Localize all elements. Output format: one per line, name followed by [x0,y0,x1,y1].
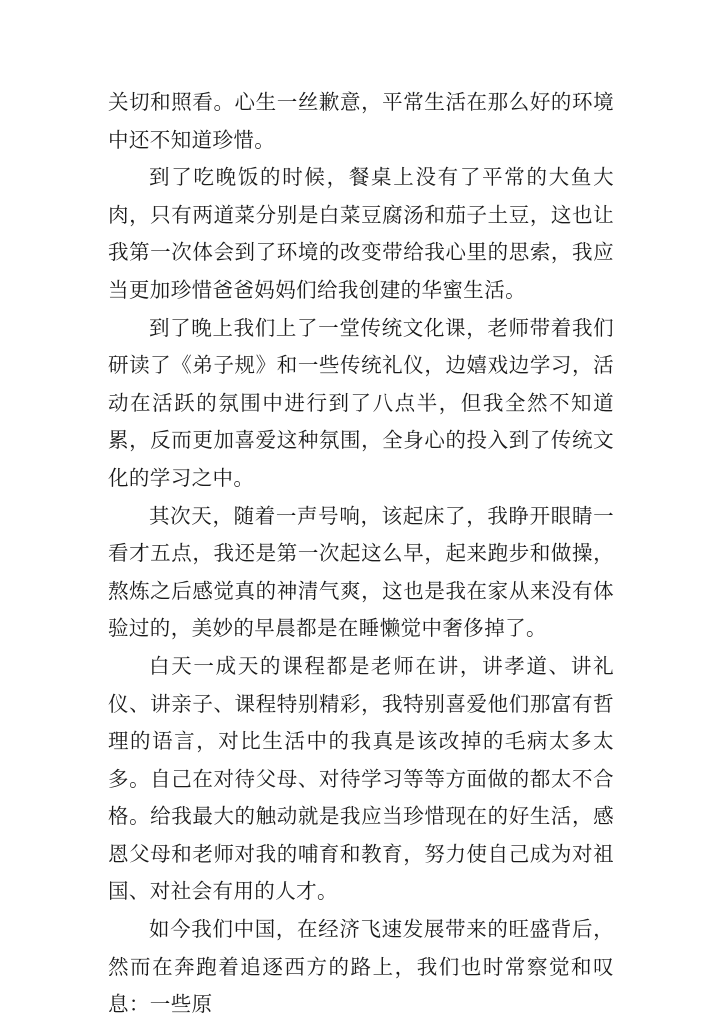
body-text [108,84,614,1024]
paragraph: 到了晚上我们上了一堂传统文化课，老师带着我们研读了《弟子规》和一些传统礼仪，边嬉戏边学习，活动在活跃的氛围中进行到了八点半，但我全然不知道累，反而更加喜爱这种氛围，全身心的投入到了传统文化的学习之中。 [108,315,614,490]
paragraph: 其次天，随着一声号响，该起床了，我睁开眼睛一看才五点，我还是第一次起这么早，起来跑步和做操，熬炼之后感觉真的神清气爽，这也是我在家从来没有体验过的，美妙的早晨都是在睡懒觉中奢侈掉了。 [108,503,614,641]
paragraph: 关切和照看。心生一丝歉意，平常生活在那么好的环境中还不知道珍惜。 [108,90,614,152]
paragraph: 白天一成天的课程都是老师在讲，讲孝道、讲礼仪、讲亲子、课程特别精彩，我特别喜爱他们那富有哲理的语言，对比生活中的我真是该改掉的毛病太多太多。自己在对待父母、对待学习等等方面做的都太不合格。给我最大的触动就是我应当珍惜现在的好生活，感恩父母和老师对我的哺育和教育，努力使自己成为对祖国、对社会有用的人才。 [108,653,614,904]
paragraph: 如今我们中国，在经济飞速发展带来的旺盛背后，然而在奔跑着追逐西方的路上，我们也时常察觉和叹息：一些原 [108,917,614,1017]
paragraph: 到了吃晚饭的时候，餐桌上没有了平常的大鱼大肉，只有两道菜分别是白菜豆腐汤和茄子土豆，这也让我第一次体会到了环境的改变带给我心里的思索，我应当更加珍惜爸爸妈妈们给我创建的华蜜生活。 [108,165,614,302]
